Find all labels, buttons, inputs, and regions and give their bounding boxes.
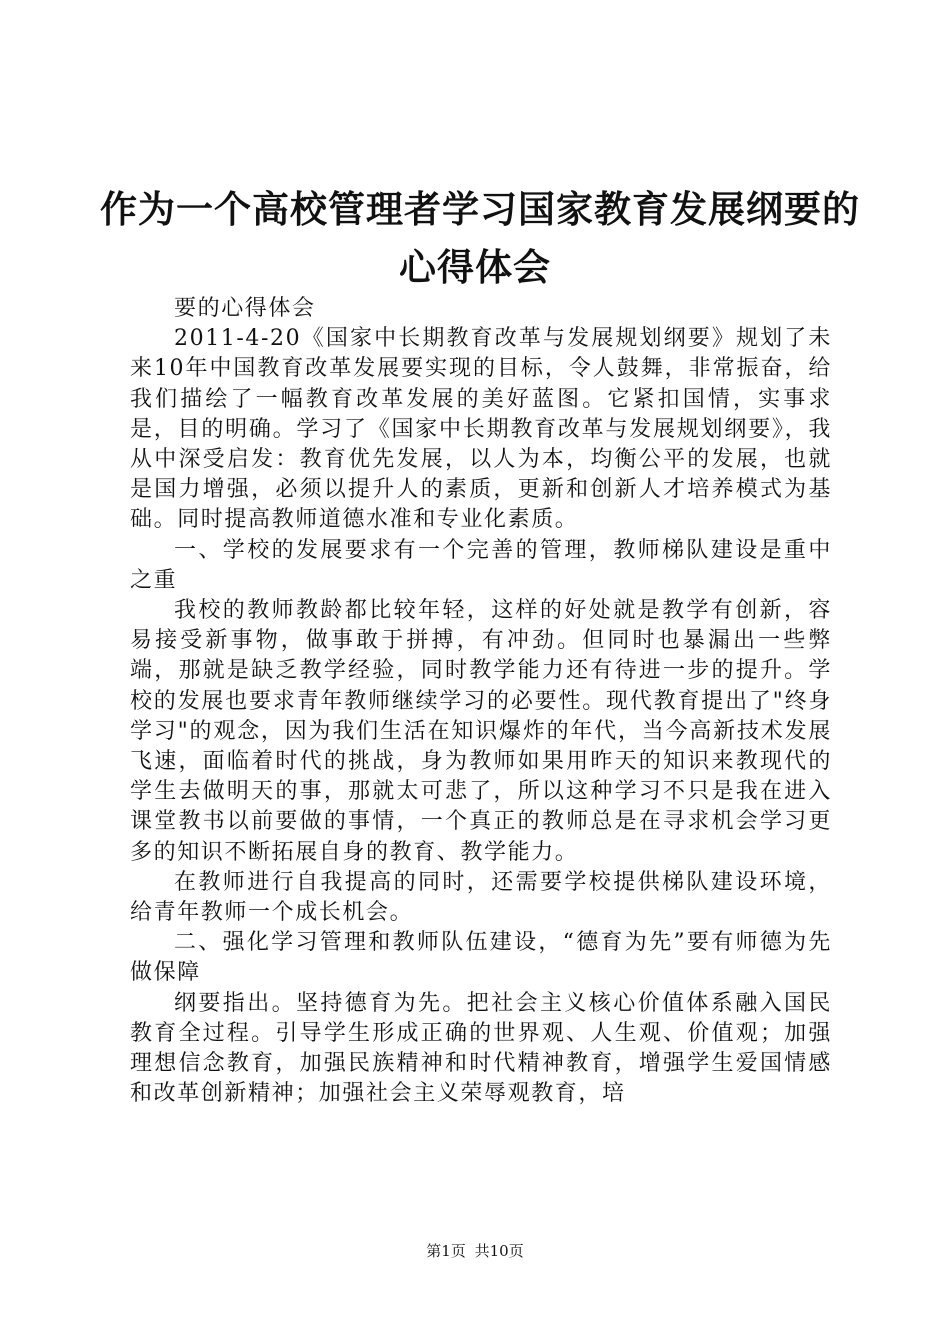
page-number: 第1页 — [426, 1242, 466, 1260]
paragraph-intro: 2011-4-20《国家中长期教育改革与发展规划纲要》规划了未来10年中国教育改革发展要实现的目标，令人鼓舞，非常振奋，给我们描绘了一幅教育改革发展的美好蓝图。它紧扣国情，实事求是，目的明确。学习了《国家中长期教育改革与发展规划纲要》，我从中深受启发：教育优先发展，以人为本，均衡公平的发展，也就是国力增强，必须以提升人的素质，更新和创新人才培养模式为基础。同时提高教师道德水准和专业化素质。 — [130, 326, 832, 533]
paragraph-section-1: 我校的教师教龄都比较年轻，这样的好处就是教学有创新，容易接受新事物，做事敢于拼搏，有冲劲。但同时也暴漏出一些弊端，那就是缺乏教学经验，同时教学能力还有待进一步的提升。学校的发展也要求青年教师继续学习的必要性。现代教育提出了"终身学习"的观念，因为我们生活在知识爆炸的年代，当今高新技术发展飞速，面临着时代的挑战，身为教师如果用昨天的知识来教现代的学生去做明天的事，那就太可悲了，所以这种学习不只是我在进入课堂教书以前要做的事情，一个真正的教师总是在寻求机会学习更多的知识不断拓展自身的教育、教学能力。 — [130, 598, 832, 865]
page-footer — [0, 1240, 950, 1261]
paragraph-section-1-cont: 在教师进行自我提高的同时，还需要学校提供梯队建设环境，给青年教师一个成长机会。 — [130, 869, 832, 926]
section-heading-2: 二、强化学习管理和教师队伍建设，“德育为先”要有师德为先做保障 — [130, 930, 832, 986]
section-heading-1: 一、学校的发展要求有一个完善的管理，教师梯队建设是重中之重 — [130, 537, 832, 593]
paragraph-subtitle: 要的心得体会 — [174, 296, 316, 321]
document-body — [130, 294, 832, 1109]
document-title-line-2: 心得体会 — [399, 246, 551, 289]
page-total: 共10页 — [474, 1242, 524, 1260]
paragraph-section-2: 纲要指出。坚持德育为先。把社会主义核心价值体系融入国民教育全过程。引导学生形成正确的世界观、人生观、价值观；加强理想信念教育，加强民族精神和时代精神教育，增强学生爱国情感和改革创新精神；加强社会主义荣辱观教育，培 — [130, 990, 832, 1107]
document-title-line-1: 作为一个高校管理者学习国家教育发展纲要的 — [100, 188, 860, 231]
